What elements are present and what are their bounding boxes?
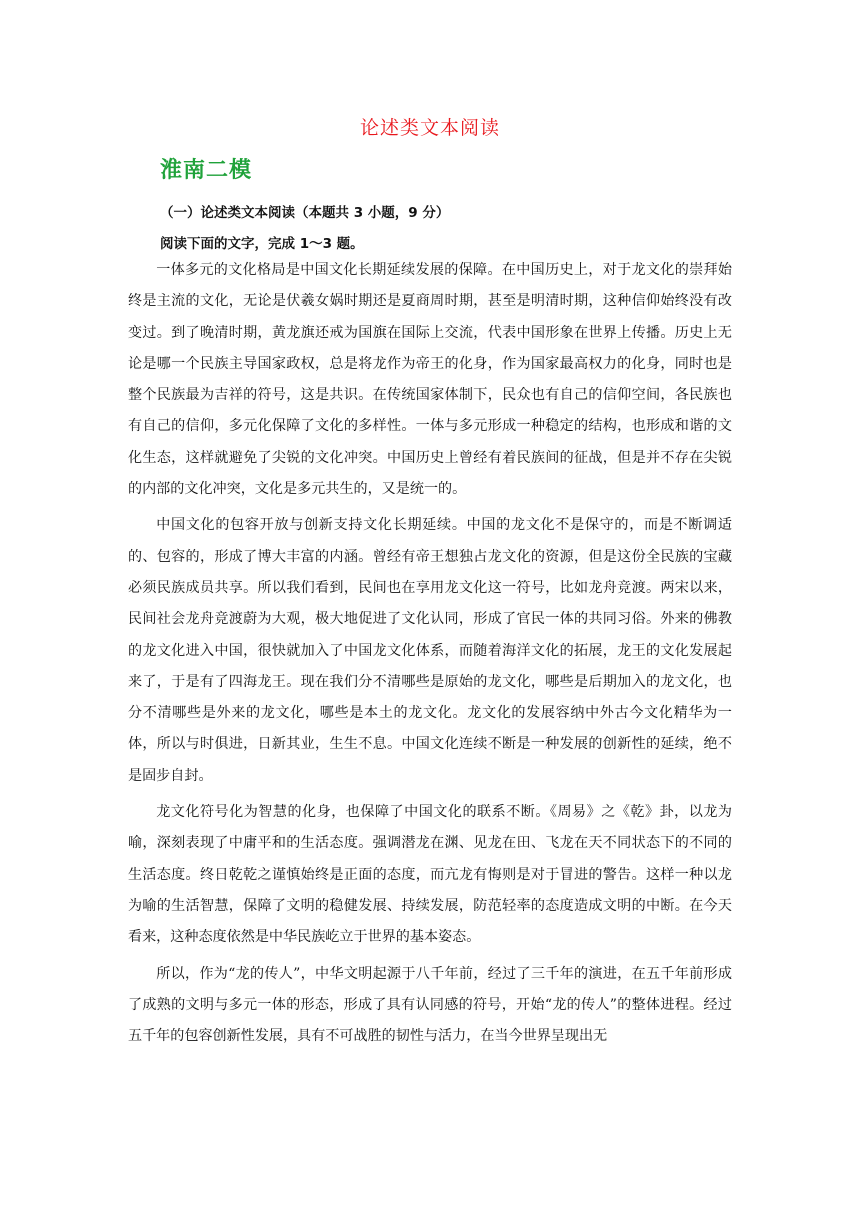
article-paragraph: 中国文化的包容开放与创新支持文化长期延续。中国的龙文化不是保守的，而是不断调适的、包容的，形成了博大丰富的内涵。曾经有帝王想独占龙文化的资源，但是这份全民族的宝藏必须民族成员共享。所以我们看到，民间也在享用龙文化这一符号，比如龙舟竞渡。两宋以来，民间社会龙舟竞渡蔚为大观，极大地促进了文化认同，形成了官民一体的共同习俗。外来的佛教的龙文化进入中国，很快就加入了中国龙文化体系，而随着海洋文化的拓展，龙王的文化发展起来了，于是有了四海龙王。现在我们分不清哪些是原始的龙文化，哪些是后期加入的龙文化，也分不清哪些是外来的龙文化，哪些是本土的龙文化。龙文化的发展容纳中外古今文化精华为一体，所以与时俱进，日新其业，生生不息。中国文化连续不断是一种发展的创新性的延续，绝不是固步自封。 (128, 517, 732, 784)
article-paragraph: 龙文化符号化为智慧的化身，也保障了中国文化的联系不断。《周易》之《乾》卦，以龙为喻，深刻表现了中庸平和的生活态度。强调潜龙在渊、见龙在田、飞龙在天不同状态下的不同的生活态度。终日乾乾之谨慎始终是正面的态度，而亢龙有悔则是对于冒进的警告。这样一种以龙为喻的生活智慧，保障了文明的稳健发展、持续发展，防范轻率的态度造成文明的中断。在今天看来，这种态度依然是中华民族屹立于世界的基本姿态。 (128, 804, 732, 946)
article-body (128, 255, 732, 1052)
article-paragraph: 一体多元的文化格局是中国文化长期延续发展的保障。在中国历史上，对于龙文化的崇拜始终是主流的文化，无论是伏羲女娲时期还是夏商周时期，甚至是明清时期，这种信仰始终没有改变过。到了晚清时期，黄龙旗还戒为国旗在国际上交流，代表中国形象在世界上传播。历史上无论是哪一个民族主导国家政权，总是将龙作为帝王的化身，作为国家最高权力的化身，同时也是整个民族最为吉祥的符号，这是共识。在传统国家体制下，民众也有自己的信仰空间，各民族也有自己的信仰，多元化保障了文化的多样性。一体与多元形成一种稳定的结构，也形成和谐的文化生态，这样就避免了尖锐的文化冲突。中国历史上曾经有着民族间的征战，但是并不存在尖锐的内部的文化冲突，文化是多元共生的，又是统一的。 (128, 262, 732, 498)
reading-instruction: 阅读下面的文字，完成 1～3 题。 (160, 236, 364, 252)
article-paragraph: 所以，作为“龙的传人”，中华文明起源于八千年前，经过了三千年的演进，在五千年前形成了成熟的文明与多元一体的形态，形成了具有认同感的符号，开始“龙的传人”的整体进程。经过五千年的包容创新性发展，具有不可战胜的韧性与活力，在当今世界呈现出无 (128, 965, 732, 1045)
part-heading: （一）论述类文本阅读（本题共 3 小题，9 分） (160, 205, 450, 221)
section-title: 淮南二模 (160, 158, 253, 183)
document-title: 论述类文本阅读 (359, 117, 500, 139)
